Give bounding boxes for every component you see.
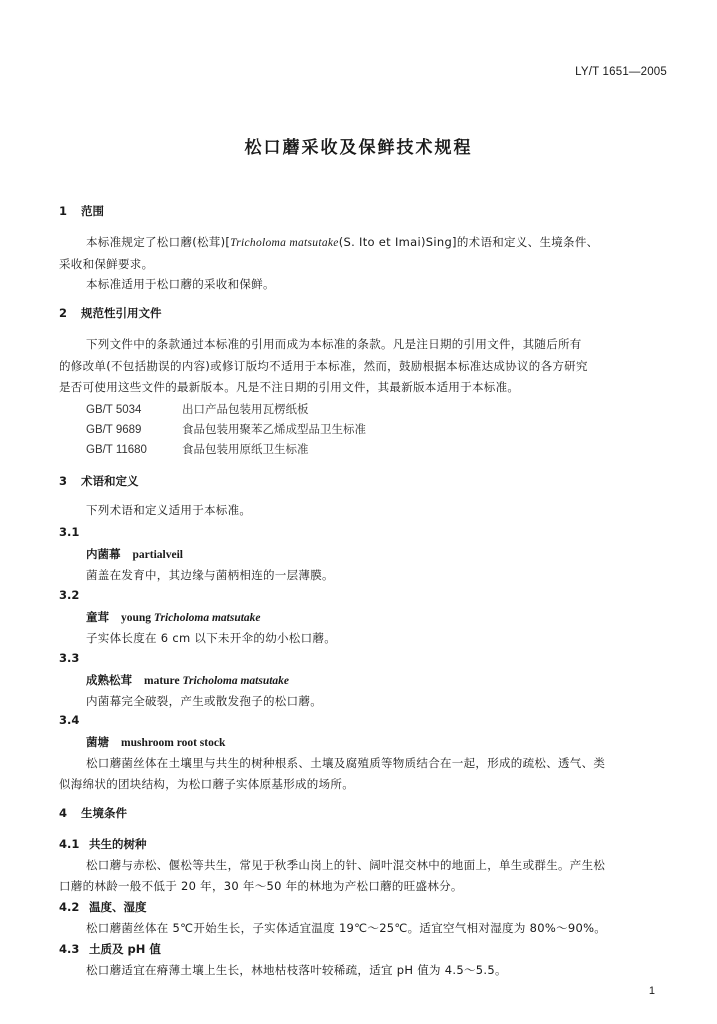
reference-item	[86, 421, 366, 437]
term-zh: 菌塘	[86, 735, 109, 749]
term-heading	[86, 546, 183, 562]
term-en	[121, 612, 261, 624]
term-en	[144, 675, 289, 687]
reference-item	[86, 441, 309, 457]
reference-title: 食品包装用聚苯乙烯成型品卫生标准	[182, 422, 366, 436]
reference-title: 食品包装用原纸卫生标准	[182, 442, 309, 456]
paragraph-line: 下列术语和定义适用于本标准。	[86, 503, 252, 517]
term-definition: 内菌幕完全破裂，产生或散发孢子的松口蘑。	[86, 694, 322, 708]
section-number: 4	[59, 806, 68, 820]
subsection-title: 土质及 pH 值	[89, 942, 161, 956]
scientific-name: Tricholoma matsutake	[230, 237, 339, 249]
paragraph-line: 是否可使用这些文件的最新版本。凡是不注日期的引用文件，其最新版本适用于本标准。	[59, 380, 520, 394]
reference-title: 出口产品包装用瓦楞纸板	[182, 402, 309, 416]
text-run: (S. Ito et Imai)Sing]的术语和定义、生境条件、	[338, 235, 599, 249]
term-heading	[86, 734, 225, 750]
scientific-name: Tricholoma matsutake	[182, 675, 290, 687]
section-number: 3	[59, 474, 68, 488]
paragraph-line: 的修改单(不包括勘误的内容)或修订版均不适用于本标准，然而，鼓励根据本标准达成协议的各方研究	[59, 359, 588, 373]
subsection-number: 4.3	[59, 942, 80, 956]
document-title: 松口蘑采收及保鲜技术规程	[244, 138, 473, 158]
term-en: partialveil	[132, 549, 183, 561]
term-number: 3.1	[59, 525, 80, 539]
section-title: 范围	[81, 204, 104, 218]
term-heading	[86, 609, 261, 625]
term-heading	[86, 672, 289, 688]
section-number: 1	[59, 204, 68, 218]
paragraph-line: 口蘑的林龄一般不低于 20 年，30 年～50 年的林地为产松口蘑的旺盛林分。	[59, 879, 463, 893]
subsection-number: 4.2	[59, 900, 80, 914]
term-zh: 内菌幕	[86, 547, 121, 561]
term-definition: 菌盖在发育中，其边缘与菌柄相连的一层薄膜。	[86, 568, 334, 582]
reference-code: GB/T 11680	[86, 444, 147, 456]
section-2-heading	[59, 305, 162, 321]
term-zh: 童茸	[86, 610, 109, 624]
term-definition: 似海绵状的团块结构，为松口蘑子实体原基形成的场所。	[59, 777, 354, 791]
text-run: 本标准规定了松口蘑(松茸)[	[86, 235, 231, 249]
term-en-word: young	[121, 612, 154, 624]
paragraph-line: 采收和保鲜要求。	[59, 257, 154, 271]
subsection-heading	[59, 899, 147, 915]
section-number: 2	[59, 306, 68, 320]
subsection-title: 共生的树种	[89, 837, 147, 851]
term-en: mushroom root stock	[121, 737, 226, 749]
reference-code: GB/T 9689	[86, 424, 142, 436]
section-title: 生境条件	[81, 806, 127, 820]
section-1-heading	[59, 203, 104, 219]
page-number: 1	[648, 985, 655, 997]
paragraph-line: 松口蘑适宜在瘠薄土壤上生长，林地枯枝落叶较稀疏，适宜 pH 值为 4.5～5.5。	[86, 963, 507, 977]
reference-item	[86, 401, 309, 417]
paragraph-line: 下列文件中的条款通过本标准的引用而成为本标准的条款。凡是注日期的引用文件，其随后所有	[86, 337, 582, 351]
term-number: 3.2	[59, 588, 80, 602]
paragraph-applicability: 本标准适用于松口蘑的采收和保鲜。	[86, 277, 275, 291]
term-definition: 子实体长度在 6 cm 以下未开伞的幼小松口蘑。	[86, 631, 337, 645]
term-number: 3.3	[59, 651, 80, 665]
paragraph-line: 松口蘑与赤松、偃松等共生，常见于秋季山岗上的针、阔叶混交林中的地面上，单生或群生。产生松	[86, 858, 606, 872]
term-zh: 成熟松茸	[86, 673, 132, 687]
term-definition: 松口蘑菌丝体在土壤里与共生的树种根系、土壤及腐殖质等物质结合在一起，形成的疏松、透气、类	[86, 756, 606, 770]
subsection-heading	[59, 941, 161, 957]
term-en-word: mature	[144, 675, 183, 687]
paragraph-scope	[86, 234, 598, 250]
reference-code: GB/T 5034	[86, 404, 142, 416]
section-3-heading	[59, 473, 139, 489]
subsection-heading	[59, 836, 147, 852]
section-title: 术语和定义	[81, 474, 139, 488]
subsection-title: 温度、湿度	[89, 900, 147, 914]
section-title: 规范性引用文件	[81, 306, 162, 320]
standard-code: LY/T 1651—2005	[575, 66, 667, 78]
section-4-heading	[59, 805, 127, 821]
subsection-number: 4.1	[59, 837, 80, 851]
term-number: 3.4	[59, 713, 80, 727]
scientific-name: Tricholoma matsutake	[153, 612, 261, 624]
paragraph-line: 松口蘑菌丝体在 5℃开始生长，子实体适宜温度 19℃～25℃。适宜空气相对湿度为 80%～90%。	[86, 921, 607, 935]
